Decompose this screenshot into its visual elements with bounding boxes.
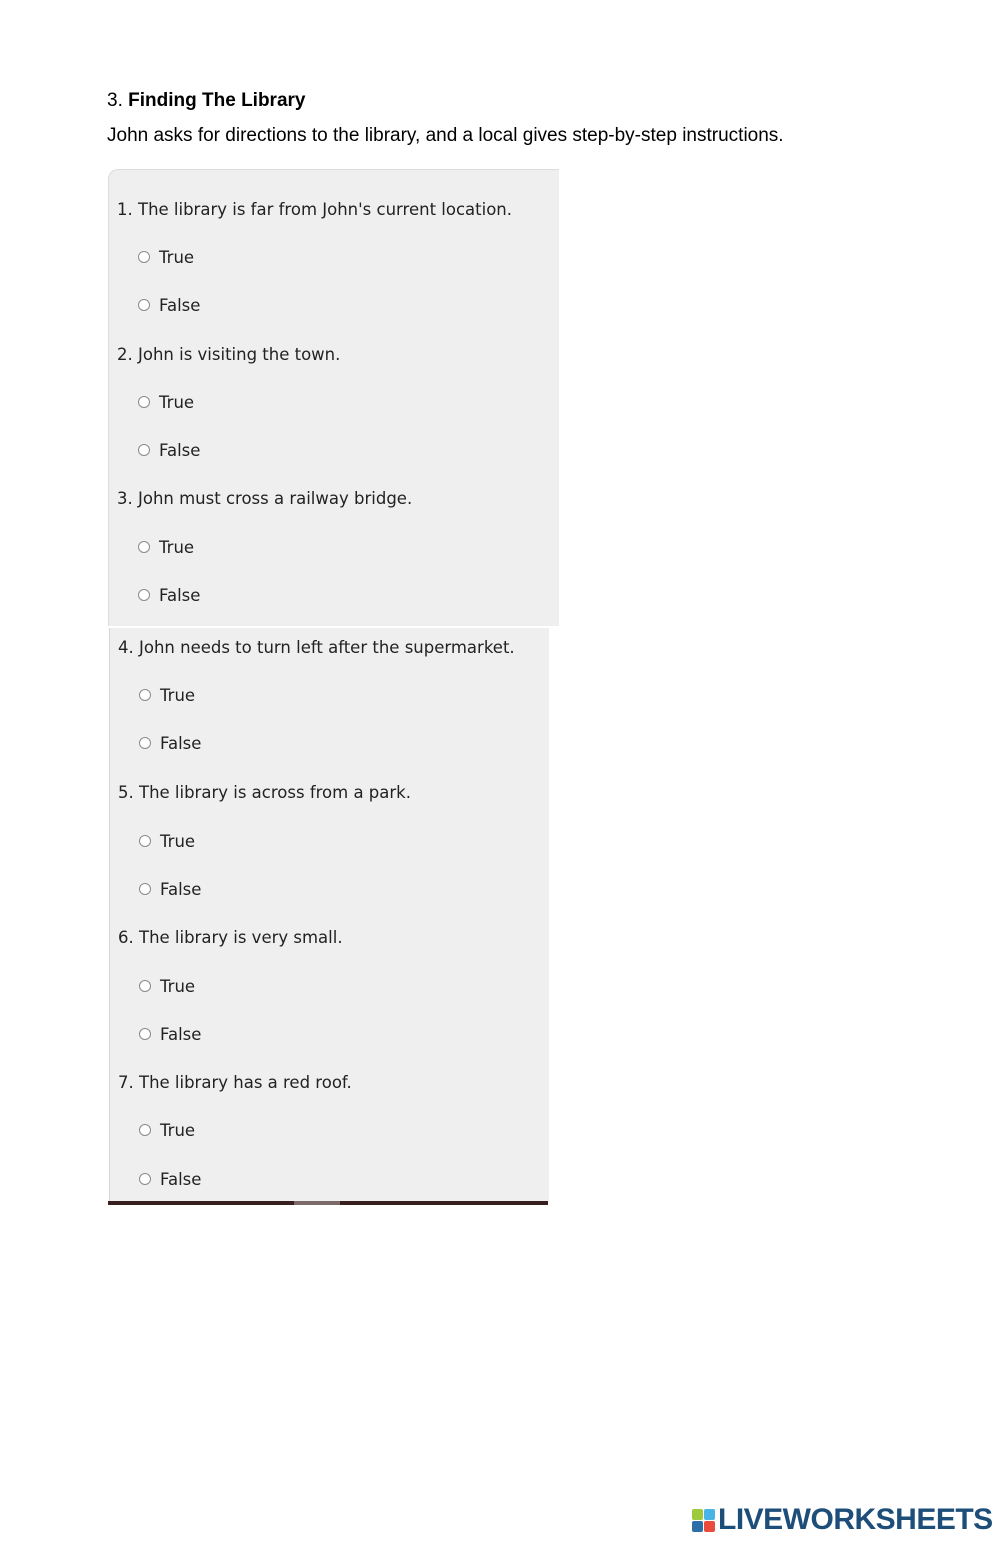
radio-button[interactable] [138,444,150,456]
question-text: 3. John must cross a railway bridge. [117,489,413,508]
question-text: 1. The library is far from John's current location. [117,200,513,219]
radio-button[interactable] [139,835,151,847]
radio-button[interactable] [139,689,151,701]
option-true[interactable]: True [139,686,195,705]
option-false[interactable]: False [139,880,201,899]
radio-button[interactable] [138,396,150,408]
exercise-title: Finding The Library [128,90,306,111]
option-false[interactable]: False [138,586,200,605]
radio-button[interactable] [138,589,150,601]
logo-text: LIVEWORKSHEETS [718,1503,993,1536]
radio-button[interactable] [139,1124,151,1136]
liveworksheets-logo [692,1505,993,1535]
option-true[interactable]: True [139,832,195,851]
exercise-heading [107,90,305,112]
option-false[interactable]: False [139,734,201,753]
option-false[interactable]: False [138,296,200,315]
panel-bottom-bar [108,1201,548,1205]
radio-button[interactable] [139,980,151,992]
option-true[interactable]: True [139,977,195,996]
option-true[interactable]: True [139,1121,195,1140]
question-text: 2. John is visiting the town. [117,345,341,364]
radio-button[interactable] [139,1173,151,1185]
exercise-description: John asks for directions to the library, and a local gives step-by-step instructions. [107,125,784,146]
radio-button[interactable] [139,883,151,895]
question-text: 6. The library is very small. [118,928,343,947]
questions-panel-2 [109,628,549,1202]
option-true[interactable]: True [138,248,194,267]
option-false[interactable]: False [139,1170,201,1189]
option-false[interactable]: False [138,441,200,460]
option-true[interactable]: True [138,393,194,412]
bottom-bar-highlight [294,1201,340,1205]
radio-button[interactable] [138,541,150,553]
option-false[interactable]: False [139,1025,201,1044]
radio-button[interactable] [139,1028,151,1040]
question-text: 7. The library has a red roof. [118,1073,352,1092]
question-text: 4. John needs to turn left after the supermarket. [118,638,515,657]
exercise-number: 3. [107,90,123,111]
radio-button[interactable] [138,251,150,263]
question-text: 5. The library is across from a park. [118,783,411,802]
option-true[interactable]: True [138,538,194,557]
logo-icon [692,1509,715,1532]
radio-button[interactable] [138,299,150,311]
radio-button[interactable] [139,737,151,749]
